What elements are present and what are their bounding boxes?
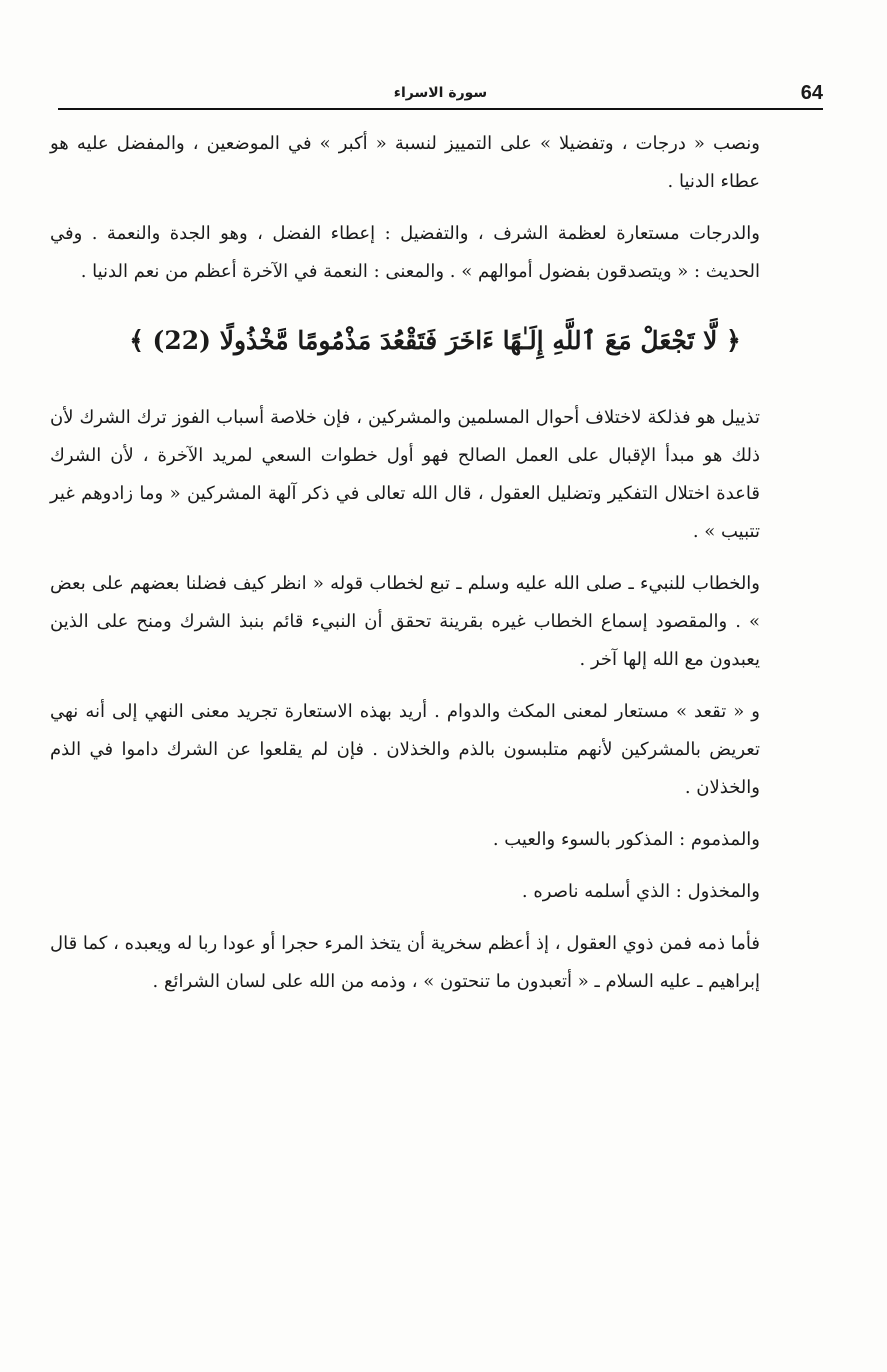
paragraph-3: تذييل هو فذلكة لاختلاف أحوال المسلمين والمشركين ، فإن خلاصة أسباب الفوز ترك الشرك لأن ذلك هو مبدأ الإقبال على العمل الصالح فهو أول خطوات السعي لمريد الآخرة ، لأن الشرك قاعدة اختلال التفكير وتضليل العقول ، قال الله تعالى في ذكر آلهة المشركين « وما زادوهم غير تتبيب » . — [50, 407, 760, 542]
paragraph-1: ونصب « درجات ، وتفضيلا » على التمييز لنسبة « أكبر » في الموضعين ، والمفضل عليه هو عطاء الدنيا . — [50, 133, 760, 192]
running-title: سورة الاسراء — [393, 85, 488, 101]
definition-madhmum: والمذموم : المذكور بالسوء والعيب . — [492, 829, 760, 850]
page-header — [58, 80, 823, 110]
paragraph-5: و « تقعد » مستعار لمعنى المكث والدوام . أريد بهذه الاستعارة تجريد معنى النهي إلى أنه نهي تعريض بالمشركين لأنهم متلبسون بالذم والخذلان . فإن لم يقلعوا عن الشرك داموا في الذم والخذلان . — [50, 701, 760, 798]
definition-makhdhul: والمخذول : الذي أسلمه ناصره . — [521, 881, 760, 902]
paragraph-4: والخطاب للنبيء ـ صلى الله عليه وسلم ـ تبع لخطاب قوله « انظر كيف فضلنا بعضهم على بعض » . والمقصود إسماع الخطاب غيره بقرينة تحقق أن النبيء قائم بنبذ الشرك ومنح على الذين يعبدون مع الله إلها آخر . — [50, 573, 760, 670]
quran-verse: ﴿ لَّا تَجْعَلْ مَعَ ٱللَّهِ إِلَـٰهًا ءَاخَرَ فَتَقْعُدَ مَذْمُومًا مَّخْذُولًا (22) ﴾ — [129, 326, 741, 355]
paragraph-6: فأما ذمه فمن ذوي العقول ، إذ أعظم سخرية أن يتخذ المرء حجرا أو عودا ربا له ويعبده ، كما قال إبراهيم ـ عليه السلام ـ « أتعبدون ما تنحتون » ، وذمه من الله على لسان الشرائع . — [50, 933, 760, 992]
page-body — [50, 125, 820, 1001]
paragraph-2: والدرجات مستعارة لعظمة الشرف ، والتفضيل : إعطاء الفضل ، وهو الجدة والنعمة . وفي الحديث : « ويتصدقون بفضول أموالهم » . والمعنى : النعمة في الآخرة أعظم من نعم الدنيا . — [50, 223, 760, 282]
page-number: 64 — [800, 82, 823, 104]
